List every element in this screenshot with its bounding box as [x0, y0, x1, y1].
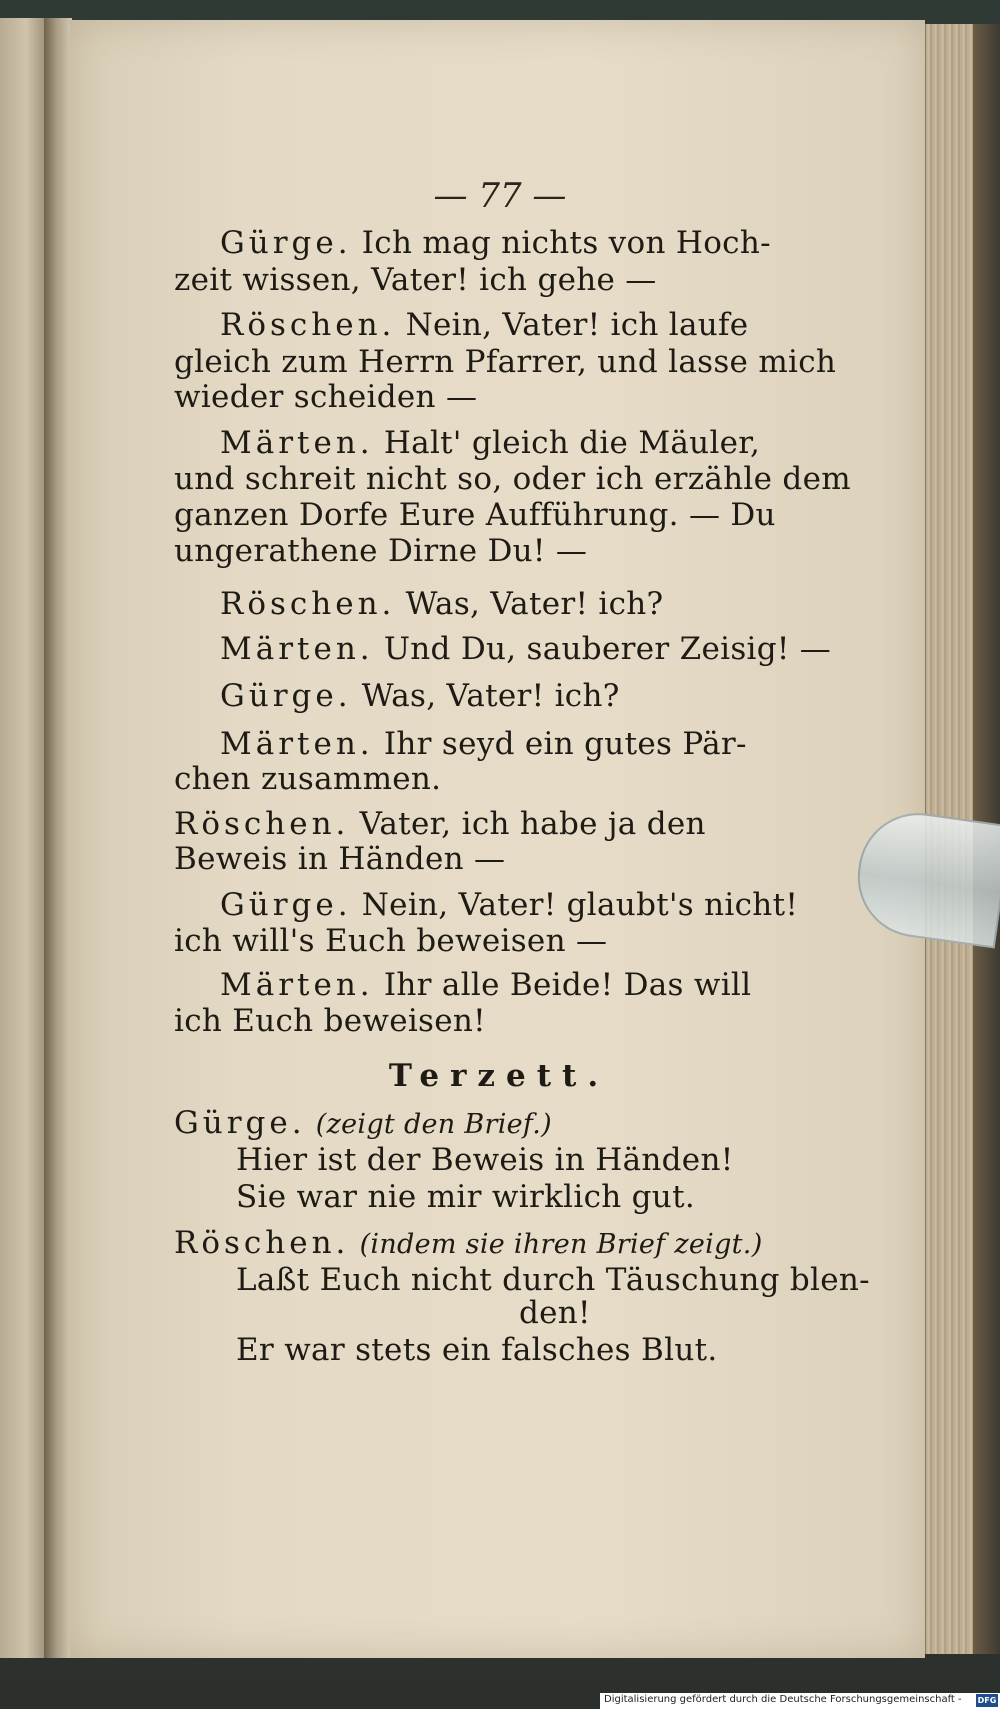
verse-line: den!	[519, 1295, 591, 1331]
text-line: Märten. Halt' gleich die Mäuler,	[220, 425, 761, 461]
verse-line: Er war stets ein falsches Blut.	[236, 1332, 718, 1368]
text-line: zeit wissen, Vater! ich gehe —	[174, 262, 657, 298]
verse-line: Laßt Euch nicht durch Täuschung blen-	[236, 1262, 870, 1298]
footer-credit: Digitalisierung gefördert durch die Deutsche Forschungsgemeinschaft -	[604, 1694, 962, 1705]
verse-line: Röschen. (indem sie ihren Brief zeigt.)	[174, 1225, 763, 1261]
text-line: Märten. Ihr seyd ein gutes Pär-	[220, 726, 747, 762]
page-number: — 77 —	[433, 176, 567, 216]
text-line: Röschen. Was, Vater! ich?	[220, 586, 664, 622]
text-line: Gürge. Was, Vater! ich?	[220, 678, 620, 714]
text-line: wieder scheiden —	[174, 379, 478, 415]
verse-line: Gürge. (zeigt den Brief.)	[174, 1105, 552, 1141]
text-line: ich will's Euch beweisen —	[174, 923, 608, 959]
text-line: ich Euch beweisen!	[174, 1003, 486, 1039]
text-line: und schreit nicht so, oder ich erzähle dem	[174, 461, 851, 497]
text-line: Märten. Ihr alle Beide! Das will	[220, 967, 752, 1003]
text-line: chen zusammen.	[174, 761, 442, 797]
dfg-logo: DFG	[977, 1696, 997, 1705]
text-line: Röschen. Nein, Vater! ich laufe	[220, 307, 749, 343]
book-gutter	[44, 18, 72, 1658]
text-line: Märten. Und Du, sauberer Zeisig! —	[220, 631, 832, 667]
text-line: Röschen. Vater, ich habe ja den	[174, 806, 706, 842]
text-line: ungerathene Dirne Du! —	[174, 533, 588, 569]
text-line: Gürge. Ich mag nichts von Hoch-	[220, 225, 771, 261]
verse-line: Sie war nie mir wirklich gut.	[236, 1179, 695, 1215]
text-line: Beweis in Händen —	[174, 841, 506, 877]
text-line: Gürge. Nein, Vater! glaubt's nicht!	[220, 887, 799, 923]
text-line: gleich zum Herrn Pfarrer, und lasse mich	[174, 344, 837, 380]
section-heading: Terzett.	[388, 1058, 610, 1094]
facing-page-edge	[0, 18, 46, 1658]
text-line: ganzen Dorfe Eure Aufführung. — Du	[174, 497, 776, 533]
verse-line: Hier ist der Beweis in Händen!	[236, 1142, 734, 1178]
